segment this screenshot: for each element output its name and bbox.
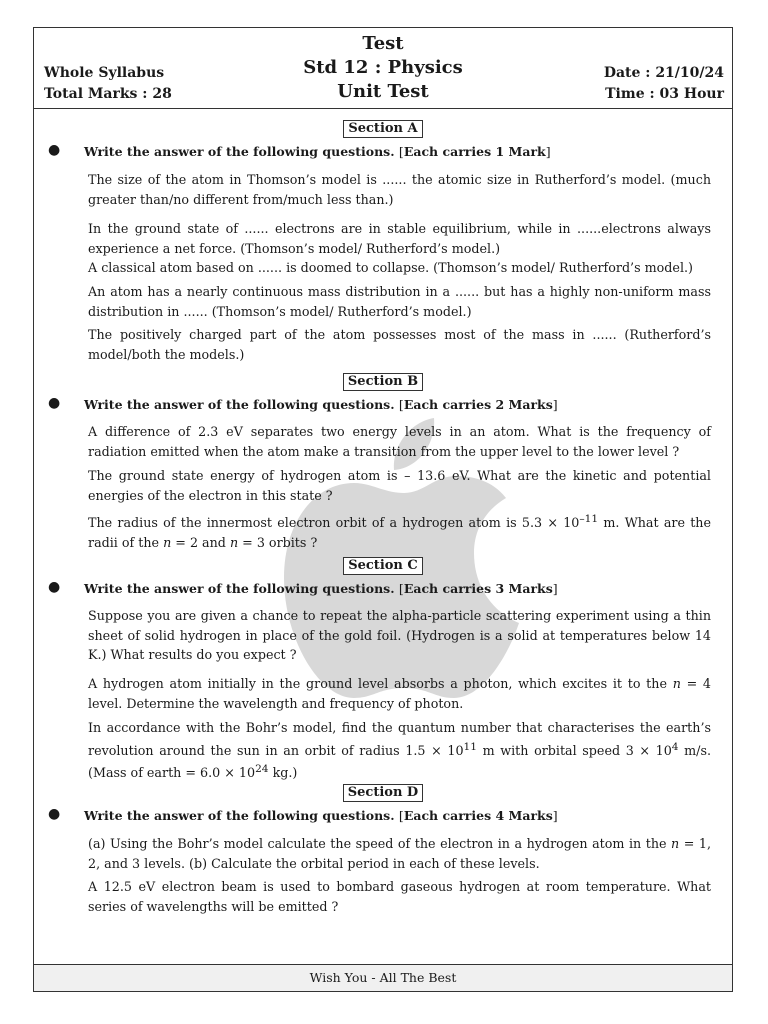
instruction-text: Write the answer of the following questions. [84, 808, 399, 823]
marks-text: [Each carries 3 Marks] [398, 581, 558, 596]
question-text: A difference of 2.3 eV separates two energy levels in an atom. What is the frequency of radiation emitted when the atom make a transition from the upper level to the lower level ? [88, 424, 711, 459]
instruction-text: Write the answer of the following questions. [84, 144, 399, 159]
question-text: A 12.5 eV electron beam is used to bombard gaseous hydrogen at room temperature. What series of wavelengths will be emitted ? [88, 879, 711, 914]
question-text: The ground state energy of hydrogen atom is – 13.6 eV. What are the kinetic and potential energies of the electron in this state ? [88, 468, 711, 503]
section-title [34, 370, 732, 391]
paper-title: Test [362, 33, 404, 54]
bullet-icon: ● [48, 806, 61, 822]
question-text: Suppose you are given a chance to repeat the alpha-particle scattering experiment using a thin sheet of solid hydrogen in place of the gold foil. (Hydrogen is a solid at temperatures below 14 K.) What results do you expect ? [88, 608, 711, 662]
total-marks-label: Total Marks : 28 [44, 86, 172, 102]
paper-frame [33, 27, 733, 992]
subject-title: Std 12 : Physics [303, 57, 463, 78]
section-instruction [84, 397, 558, 412]
section-title-label: Section C [343, 557, 423, 575]
question-text: In accordance with the Bohr’s model, find the quantum number that characterises the earth’s revolution around the sun in an orbit of radius $1.5 \times 10^{11}$ m with orbital speed $3 \times 10^4$ m/s. (Mass of earth = $6.0 \times 10^{24}$ kg.) [88, 720, 712, 781]
section-title [34, 554, 732, 575]
question-text: The positively charged part of the atom possesses most of the mass in ...... (Rutherford’s model/both the models.) [88, 327, 711, 362]
date-label: Date : 21/10/24 [603, 65, 724, 81]
question-text: A classical atom based on ...... is doomed to collapse. (Thomson’s model/ Rutherford’s model.) [88, 260, 693, 275]
question-text: The size of the atom in Thomson’s model is ...... the atomic size in Rutherford’s model. (much greater than/no different from/much less than.) [88, 172, 711, 207]
question-text: A hydrogen atom initially in the ground level absorbs a photon, which excites it to the n = 4 level. Determine the wavelength and frequency of photon. [88, 676, 711, 711]
instruction-text: Write the answer of the following questions. [84, 581, 399, 596]
paper-header [34, 28, 732, 109]
question-text: An atom has a nearly continuous mass distribution in a ...... but has a highly non-uniform mass distribution in ...... (Thomson’s model/ Rutherford’s model.) [88, 284, 711, 319]
time-label: Time : 03 Hour [605, 86, 724, 102]
bullet-icon: ● [48, 395, 61, 411]
section-title [34, 117, 732, 138]
instruction-text: Write the answer of the following questions. [84, 397, 399, 412]
marks-text: [Each carries 2 Marks] [398, 397, 558, 412]
section-instruction [84, 808, 558, 823]
syllabus-label: Whole Syllabus [44, 65, 165, 81]
bullet-icon: ● [48, 579, 61, 595]
paper-footer: Wish You - All The Best [34, 964, 732, 991]
question-text: The radius of the innermost electron orbit of a hydrogen atom is $5.3 \times 10^{-11}$ m. What are the radii of the n = 2 and n = 3 orbits ? [88, 513, 711, 550]
section-instruction [84, 581, 558, 596]
section-title-label: Section D [343, 784, 423, 802]
section-title-label: Section B [343, 373, 423, 391]
question-text: In the ground state of ...... electrons are in stable equilibrium, while in ......electrons always experience a net force. (Thomson’s model/ Rutherford’s model.) [88, 221, 711, 256]
section-title [34, 781, 732, 802]
bullet-icon: ● [48, 142, 61, 158]
section-instruction [84, 144, 551, 159]
marks-text: [Each carries 4 Marks] [398, 808, 558, 823]
test-type: Unit Test [337, 81, 429, 102]
section-title-label: Section A [343, 120, 422, 138]
marks-text: [Each carries 1 Mark] [398, 144, 551, 159]
question-text: (a) Using the Bohr’s model calculate the speed of the electron in a hydrogen atom in the n = 1, 2, and 3 levels. (b) Calculate the orbital period in each of these levels. [88, 836, 711, 871]
